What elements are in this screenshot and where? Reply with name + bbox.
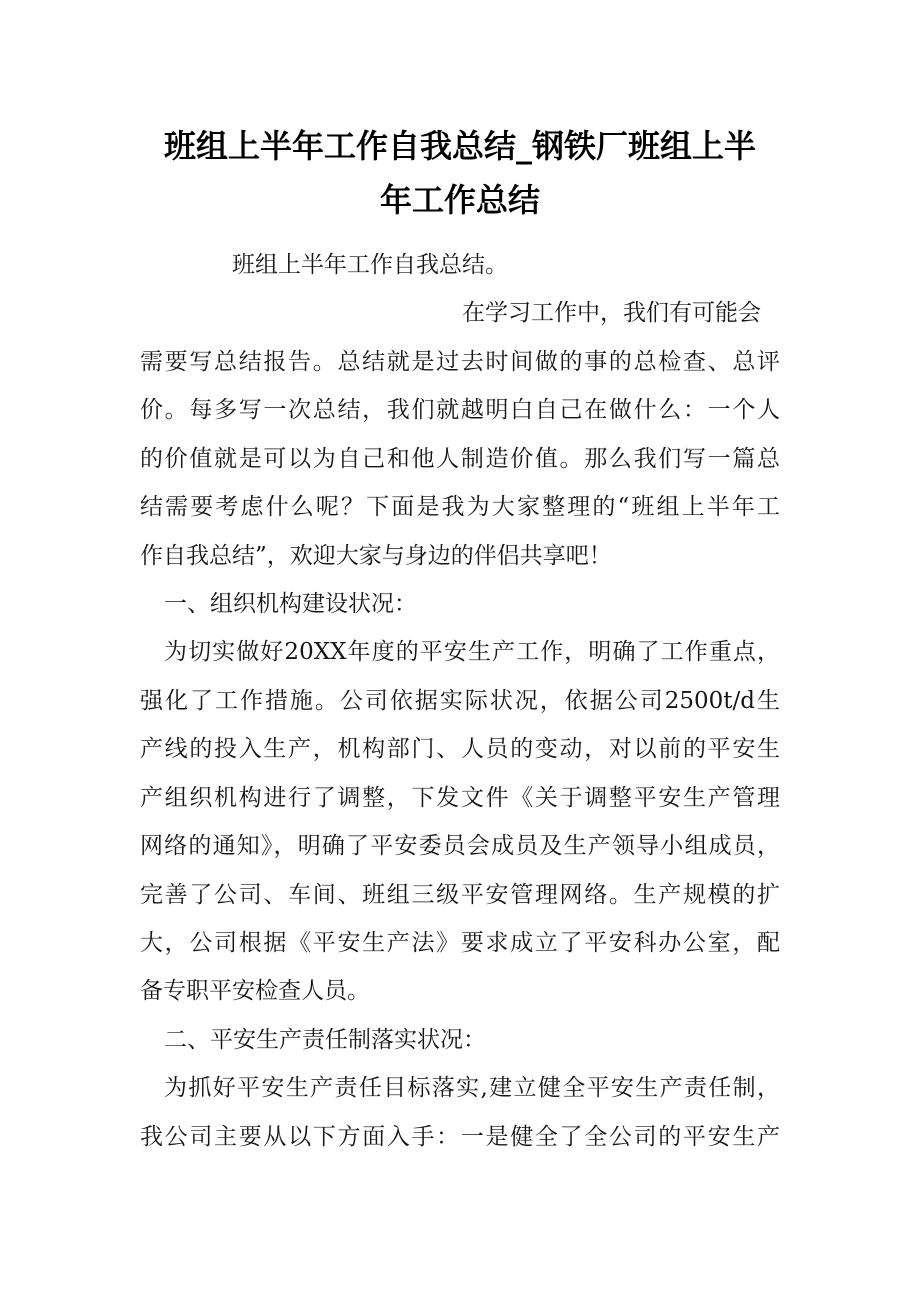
section-heading-1: 一、组织机构建设状况： xyxy=(164,591,417,617)
intro-line-3: 价。每多写一次总结，我们就越明白自己在做什么：一个人 xyxy=(140,397,780,423)
section-1-line-6: 完善了公司、车间、班组三级平安管理网络。生产规模的扩 xyxy=(140,882,780,908)
intro-line-4: 的价值就是可以为自己和他人制造价值。那么我们写一篇总 xyxy=(140,446,780,472)
section-1-line-5: 网络的通知》，明确了平安委员会成员及生产领导小组成员， xyxy=(140,833,780,859)
section-2-line-2: 我公司主要从以下方面入手：一是健全了全公司的平安生产 xyxy=(140,1124,780,1150)
section-1-line-7: 大，公司根据《平安生产法》要求成立了平安科办公室，配 xyxy=(140,930,780,956)
section-2-line-1: 为抓好平安生产责任目标落实,建立健全平安生产责任制， xyxy=(164,1075,780,1101)
intro-line-1: 在学习工作中，我们有可能会 xyxy=(462,300,761,326)
intro-line-5: 结需要考虑什么呢？下面是我为大家整理的“班组上半年工 xyxy=(140,494,780,520)
section-1-line-2: 强化了工作措施。公司依据实际状况，依据公司2500t/d生 xyxy=(140,688,780,714)
section-1-line-8: 备专职平安检查人员。 xyxy=(140,978,370,1004)
section-1-line-1: 为切实做好20XX年度的平安生产工作，明确了工作重点， xyxy=(164,639,780,665)
document-title-line-1: 班组上半年工作自我总结_钢铁厂班组上半 xyxy=(163,127,756,165)
section-1-line-3: 产线的投入生产，机构部门、人员的变动，对以前的平安生 xyxy=(140,736,780,762)
section-1-line-4: 产组织机构进行了调整，下发文件《关于调整平安生产管理 xyxy=(140,785,780,811)
section-heading-2: 二、平安生产责任制落实状况： xyxy=(164,1027,486,1053)
document-title-line-2: 年工作总结 xyxy=(379,181,540,219)
intro-line-2: 需要写总结报告。总结就是过去时间做的事的总检查、总评 xyxy=(140,349,780,375)
intro-heading: 班组上半年工作自我总结。 xyxy=(232,252,508,278)
intro-line-6: 作自我总结”，欢迎大家与身边的伴侣共享吧！ xyxy=(140,543,612,569)
